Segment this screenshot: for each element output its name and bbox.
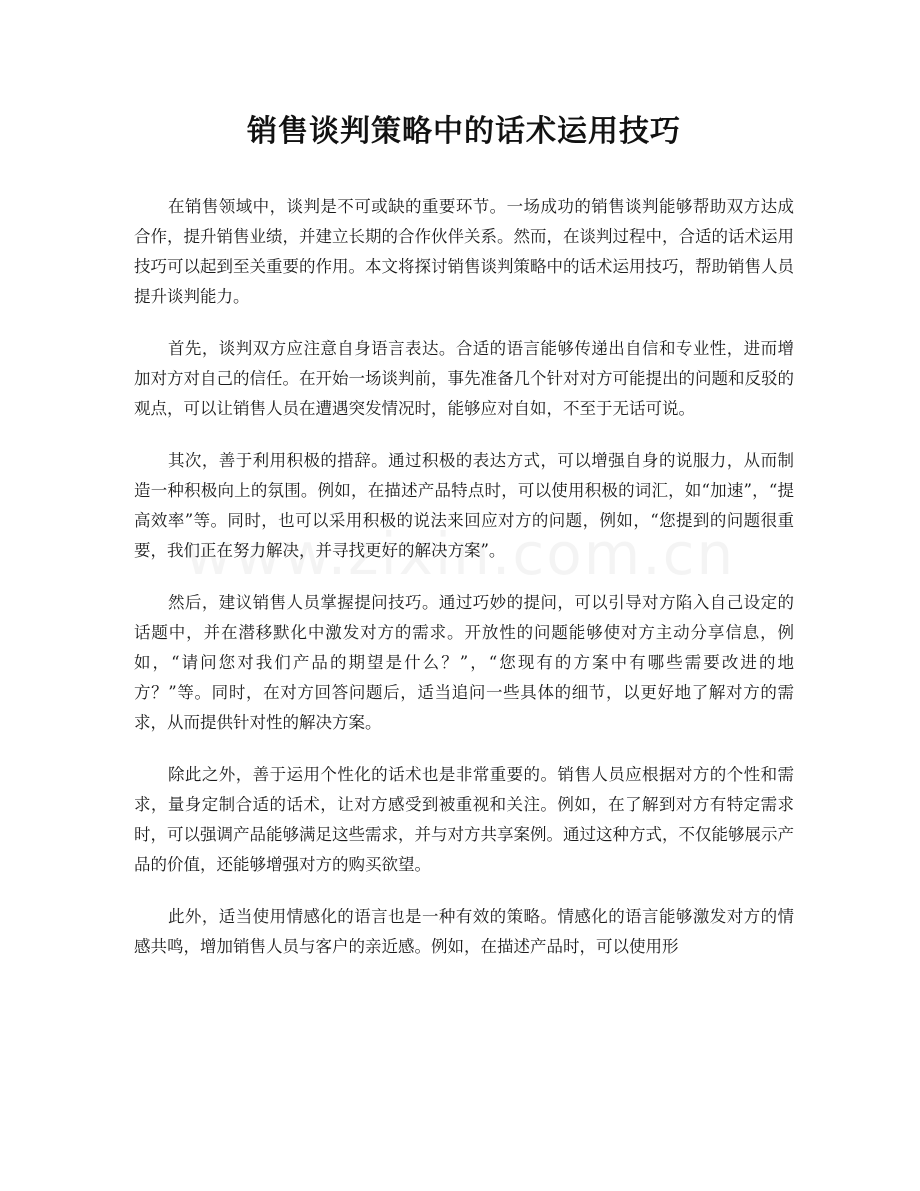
paragraph-positive-wording: 其次，善于利用积极的措辞。通过积极的表达方式，可以增强自身的说服力，从而制造一种积极向上的氛围。例如，在描述产品特点时，可以使用积极的词汇，如“加速”，“提高效率”等。同时，也可以采用积极的说法来回应对方的问题，例如，“您提到的问题很重要，我们正在努力解决，并寻找更好的解决方案”。 (134, 451, 794, 560)
page-title: 销售谈判策略中的话术运用技巧 (247, 114, 681, 149)
paragraph-personalized-speech: 除此之外，善于运用个性化的话术也是非常重要的。销售人员应根据对方的个性和需求，量身定制合适的话术，让对方感受到被重视和关注。例如，在了解到对方有特定需求时，可以强调产品能够满足这些需求，并与对方共享案例。通过这种方式，不仅能够展示产品的价值，还能够增强对方的购买欲望。 (134, 765, 794, 874)
paragraph-emotional-language: 此外，适当使用情感化的语言也是一种有效的策略。情感化的语言能够激发对方的情感共鸣，增加销售人员与客户的亲近感。例如，在描述产品时，可以使用形 (134, 907, 794, 956)
paragraph-questioning-skills: 然后，建议销售人员掌握提问技巧。通过巧妙的提问，可以引导对方陷入自己设定的话题中，并在潜移默化中激发对方的需求。开放性的问题能够使对方主动分享信息，例如，“请问您对我们产品的期望是什么？”，“您现有的方案中有哪些需要改进的地方？”等。同时，在对方回答问题后，适当追问一些具体的细节，以更好地了解对方的需求，从而提供针对性的解决方案。 (134, 593, 794, 732)
paragraph-intro: 在销售领域中，谈判是不可或缺的重要环节。一场成功的销售谈判能够帮助双方达成合作，提升销售业绩，并建立长期的合作伙伴关系。然而，在谈判过程中，合适的话术运用技巧可以起到至关重要的作用。本文将探讨销售谈判策略中的话术运用技巧，帮助销售人员提升谈判能力。 (134, 197, 794, 306)
paragraph-language-expression: 首先，谈判双方应注意自身语言表达。合适的语言能够传递出自信和专业性，进而增加对方对自己的信任。在开始一场谈判前，事先准备几个针对对方可能提出的问题和反驳的观点，可以让销售人员在遭遇突发情况时，能够应对自如，不至于无话可说。 (134, 339, 794, 418)
